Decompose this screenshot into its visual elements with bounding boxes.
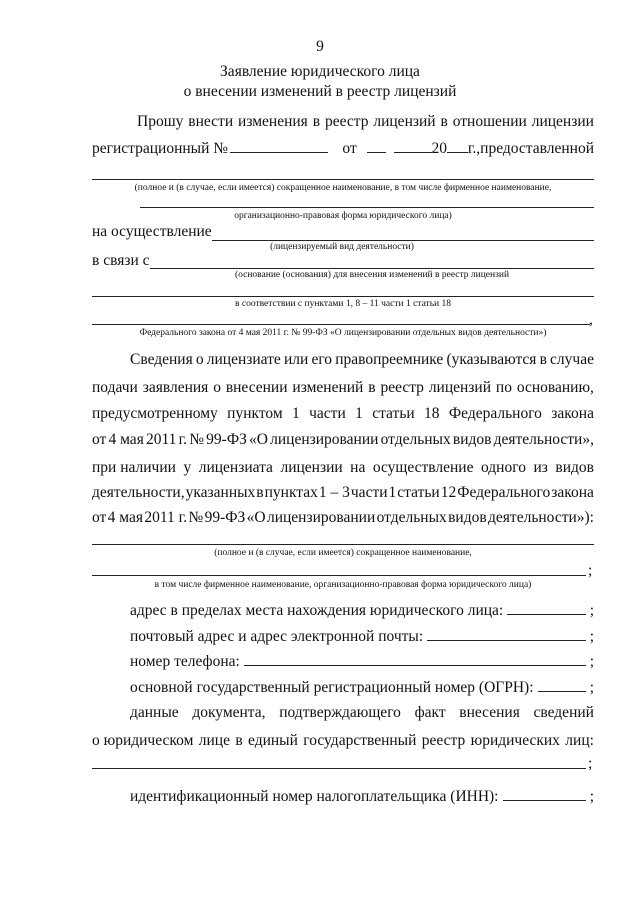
inn-semicolon: ; xyxy=(589,788,594,805)
provided-word: предоставленной xyxy=(480,140,594,157)
address-label: адрес в пределах места нахождения юридического лица: xyxy=(130,602,504,619)
name-firm-caption: в том числе фирменное наименование, организационно-правовая форма юридического лица) xyxy=(154,580,532,590)
ogrn-field[interactable] xyxy=(538,677,586,692)
points-caption: в соответствии с пунктами 1, 8 – 11 части 1 статьи 18 xyxy=(235,299,451,309)
word: лице xyxy=(198,732,230,749)
word: реестр xyxy=(421,732,466,749)
grounds-label: в связи с xyxy=(92,252,150,269)
word: лицензировании xyxy=(266,509,376,526)
word: на xyxy=(350,459,366,476)
word: в xyxy=(539,351,547,368)
postal-label: почтовый адрес и адрес электронной почты: xyxy=(130,628,424,645)
address-semicolon: ; xyxy=(589,602,594,619)
word: (указываются xyxy=(446,351,537,368)
word: предусмотренному xyxy=(92,405,218,422)
word: 18 xyxy=(424,405,440,422)
word: 99-ФЗ xyxy=(204,509,246,526)
activity-label: на осуществление xyxy=(92,223,212,240)
docs-end-semicolon: ; xyxy=(588,755,593,772)
form-title: Заявление юридического лица xyxy=(220,63,420,80)
word: единый xyxy=(248,732,298,749)
paragraph-line xyxy=(92,509,594,527)
word: № xyxy=(189,431,205,448)
licensee-name-caption: (полное и (в случае, если имеется) сокращенное наименование, в том числе фирменное наименование, xyxy=(134,183,552,193)
phone-field[interactable] xyxy=(244,651,586,666)
grounds-field[interactable] xyxy=(150,268,594,269)
word: отношении xyxy=(452,113,527,130)
word: «О xyxy=(246,509,266,526)
word: 12 xyxy=(440,484,457,501)
year-prefix: 20 xyxy=(431,140,447,157)
word: лицензии xyxy=(280,459,343,476)
postal-field[interactable] xyxy=(427,626,586,641)
docs-line-1 xyxy=(130,704,594,722)
grounds-caption: (основание (основания) для внесения изменений в реестр лицензий xyxy=(234,270,510,280)
word: видов xyxy=(555,459,594,476)
word: статьи xyxy=(372,405,415,422)
grounds-end-comma: , xyxy=(589,311,593,328)
word: 2011 xyxy=(145,431,177,448)
word: осуществление xyxy=(372,459,474,476)
word: 1 xyxy=(388,484,397,501)
licensee-org-form-field[interactable] xyxy=(140,207,594,208)
word: лицензировании xyxy=(270,431,379,448)
word: подачи xyxy=(92,379,138,396)
word: его xyxy=(311,351,333,368)
word: 1 – 3 xyxy=(318,484,350,501)
word: правопреемнике xyxy=(335,351,444,368)
word: о xyxy=(195,351,204,368)
word: внесения xyxy=(459,704,520,721)
word: № xyxy=(188,509,204,526)
ogrn-label: основной государственный регистрационный номер (ОГРН): xyxy=(130,679,534,696)
word: случае xyxy=(550,351,594,368)
word: части xyxy=(350,484,388,501)
word: 4 мая xyxy=(107,509,144,526)
word: от xyxy=(92,431,107,448)
date-month-field[interactable] xyxy=(394,151,432,153)
word: данные xyxy=(130,704,179,721)
word: части xyxy=(309,405,346,422)
phone-semicolon: ; xyxy=(589,653,594,670)
request-line-2 xyxy=(92,140,594,158)
word: указанных xyxy=(185,484,256,501)
word: статьи xyxy=(397,484,440,501)
word: юридических xyxy=(470,732,560,749)
word: подтверждающего xyxy=(279,704,401,721)
phone-row xyxy=(130,651,594,671)
word: документа, xyxy=(192,704,266,721)
date-day-field[interactable] xyxy=(367,151,386,153)
paragraph-line xyxy=(130,351,594,369)
inn-label: идентификационный номер налогоплательщика (ИНН): xyxy=(130,788,499,805)
word: закона xyxy=(551,484,594,501)
activity-caption: (лицензируемый вид деятельности) xyxy=(270,242,414,252)
word: Федерального xyxy=(457,484,551,501)
word: лицензиата xyxy=(198,459,273,476)
word: от xyxy=(92,509,107,526)
word: лицензии xyxy=(531,113,594,130)
address-row xyxy=(130,600,594,620)
word: 2011 г. xyxy=(144,509,188,526)
paragraph-line xyxy=(92,431,594,449)
word: отдельных xyxy=(380,431,451,448)
word: в xyxy=(256,484,264,501)
address-field[interactable] xyxy=(507,600,585,615)
word: закона xyxy=(551,405,594,422)
successor-name-field[interactable] xyxy=(92,544,594,545)
ogrn-semicolon: ; xyxy=(589,679,594,696)
word: деятельности»): xyxy=(488,509,594,526)
date-from-label: от xyxy=(342,140,357,157)
word: пунктах xyxy=(264,484,318,501)
word: деятельности», xyxy=(493,431,594,448)
licensee-name-field[interactable] xyxy=(92,179,594,180)
word: видов xyxy=(452,431,492,448)
activity-field[interactable] xyxy=(212,240,594,241)
successor-firm-field[interactable] xyxy=(92,575,586,576)
page-number: 9 xyxy=(316,38,324,55)
date-year-field[interactable] xyxy=(447,151,468,153)
word: о юридическом xyxy=(92,732,194,749)
postal-row xyxy=(130,626,594,646)
word: в xyxy=(440,113,448,130)
word: изменения xyxy=(238,113,308,130)
word: лицензий xyxy=(428,379,492,396)
law-caption: Федерального закона от 4 мая 2011 г. № 99-ФЗ «О лицензировании отдельных видов деятельности») xyxy=(139,328,547,338)
year-suffix: г., xyxy=(467,140,481,157)
word: лиц: xyxy=(565,732,594,749)
word: по xyxy=(495,379,512,396)
word: г. xyxy=(178,431,188,448)
word: Сведения xyxy=(130,351,193,368)
word: заявления xyxy=(142,379,209,396)
word: о xyxy=(213,379,221,396)
word: внесении xyxy=(225,379,288,396)
word: реестр xyxy=(380,379,424,396)
name-short-caption: (полное и (в случае, если имеется) сокращенное наименование, xyxy=(214,548,472,558)
word: «О xyxy=(249,431,268,448)
paragraph-line xyxy=(92,405,594,423)
ogrn-row xyxy=(130,677,594,697)
word: реестр xyxy=(324,113,369,130)
form-subtitle: о внесении изменений в реестр лицензий xyxy=(183,83,457,100)
grounds-field-3[interactable] xyxy=(92,324,590,325)
word: 99-ФЗ xyxy=(206,431,247,448)
paragraph-line xyxy=(92,459,594,477)
word: в xyxy=(235,732,243,749)
word: отдельных xyxy=(376,509,447,526)
org-form-caption: организационно-правовая форма юридического лица) xyxy=(234,211,452,221)
word: деятельности, xyxy=(92,484,185,501)
request-line-1 xyxy=(137,113,594,131)
word: пунктом xyxy=(227,405,283,422)
firm-end-semicolon: ; xyxy=(588,562,593,579)
word: факт xyxy=(414,704,446,721)
word: 1 xyxy=(292,405,300,422)
word: сведений xyxy=(533,704,594,721)
word: видов xyxy=(448,509,487,526)
inn-row xyxy=(130,786,594,806)
word: лицензий xyxy=(373,113,436,130)
word: при наличии xyxy=(92,459,176,476)
postal-semicolon: ; xyxy=(589,628,594,645)
word: в xyxy=(368,379,376,396)
word: Федерального xyxy=(448,405,542,422)
paragraph-line xyxy=(92,379,594,397)
phone-label: номер телефона: xyxy=(130,653,240,670)
word: лицензиате xyxy=(206,351,281,368)
word: 1 xyxy=(355,405,363,422)
paragraph-line xyxy=(92,484,594,502)
docs-field[interactable] xyxy=(92,768,586,769)
word: внести xyxy=(188,113,234,130)
word: одного xyxy=(480,459,526,476)
word: изменений xyxy=(292,379,364,396)
reg-number-field[interactable] xyxy=(230,151,328,153)
word: у xyxy=(183,459,192,476)
word: основанию, xyxy=(516,379,594,396)
reg-number-label: регистрационный № xyxy=(92,140,229,157)
word: из xyxy=(533,459,548,476)
inn-field[interactable] xyxy=(503,786,586,801)
docs-line-2 xyxy=(92,732,594,750)
grounds-field-2[interactable] xyxy=(92,296,594,297)
word: 4 мая xyxy=(108,431,144,448)
word: в xyxy=(312,113,321,130)
word: Прошу xyxy=(137,113,184,130)
word: или xyxy=(283,351,309,368)
word: государственный xyxy=(303,732,417,749)
